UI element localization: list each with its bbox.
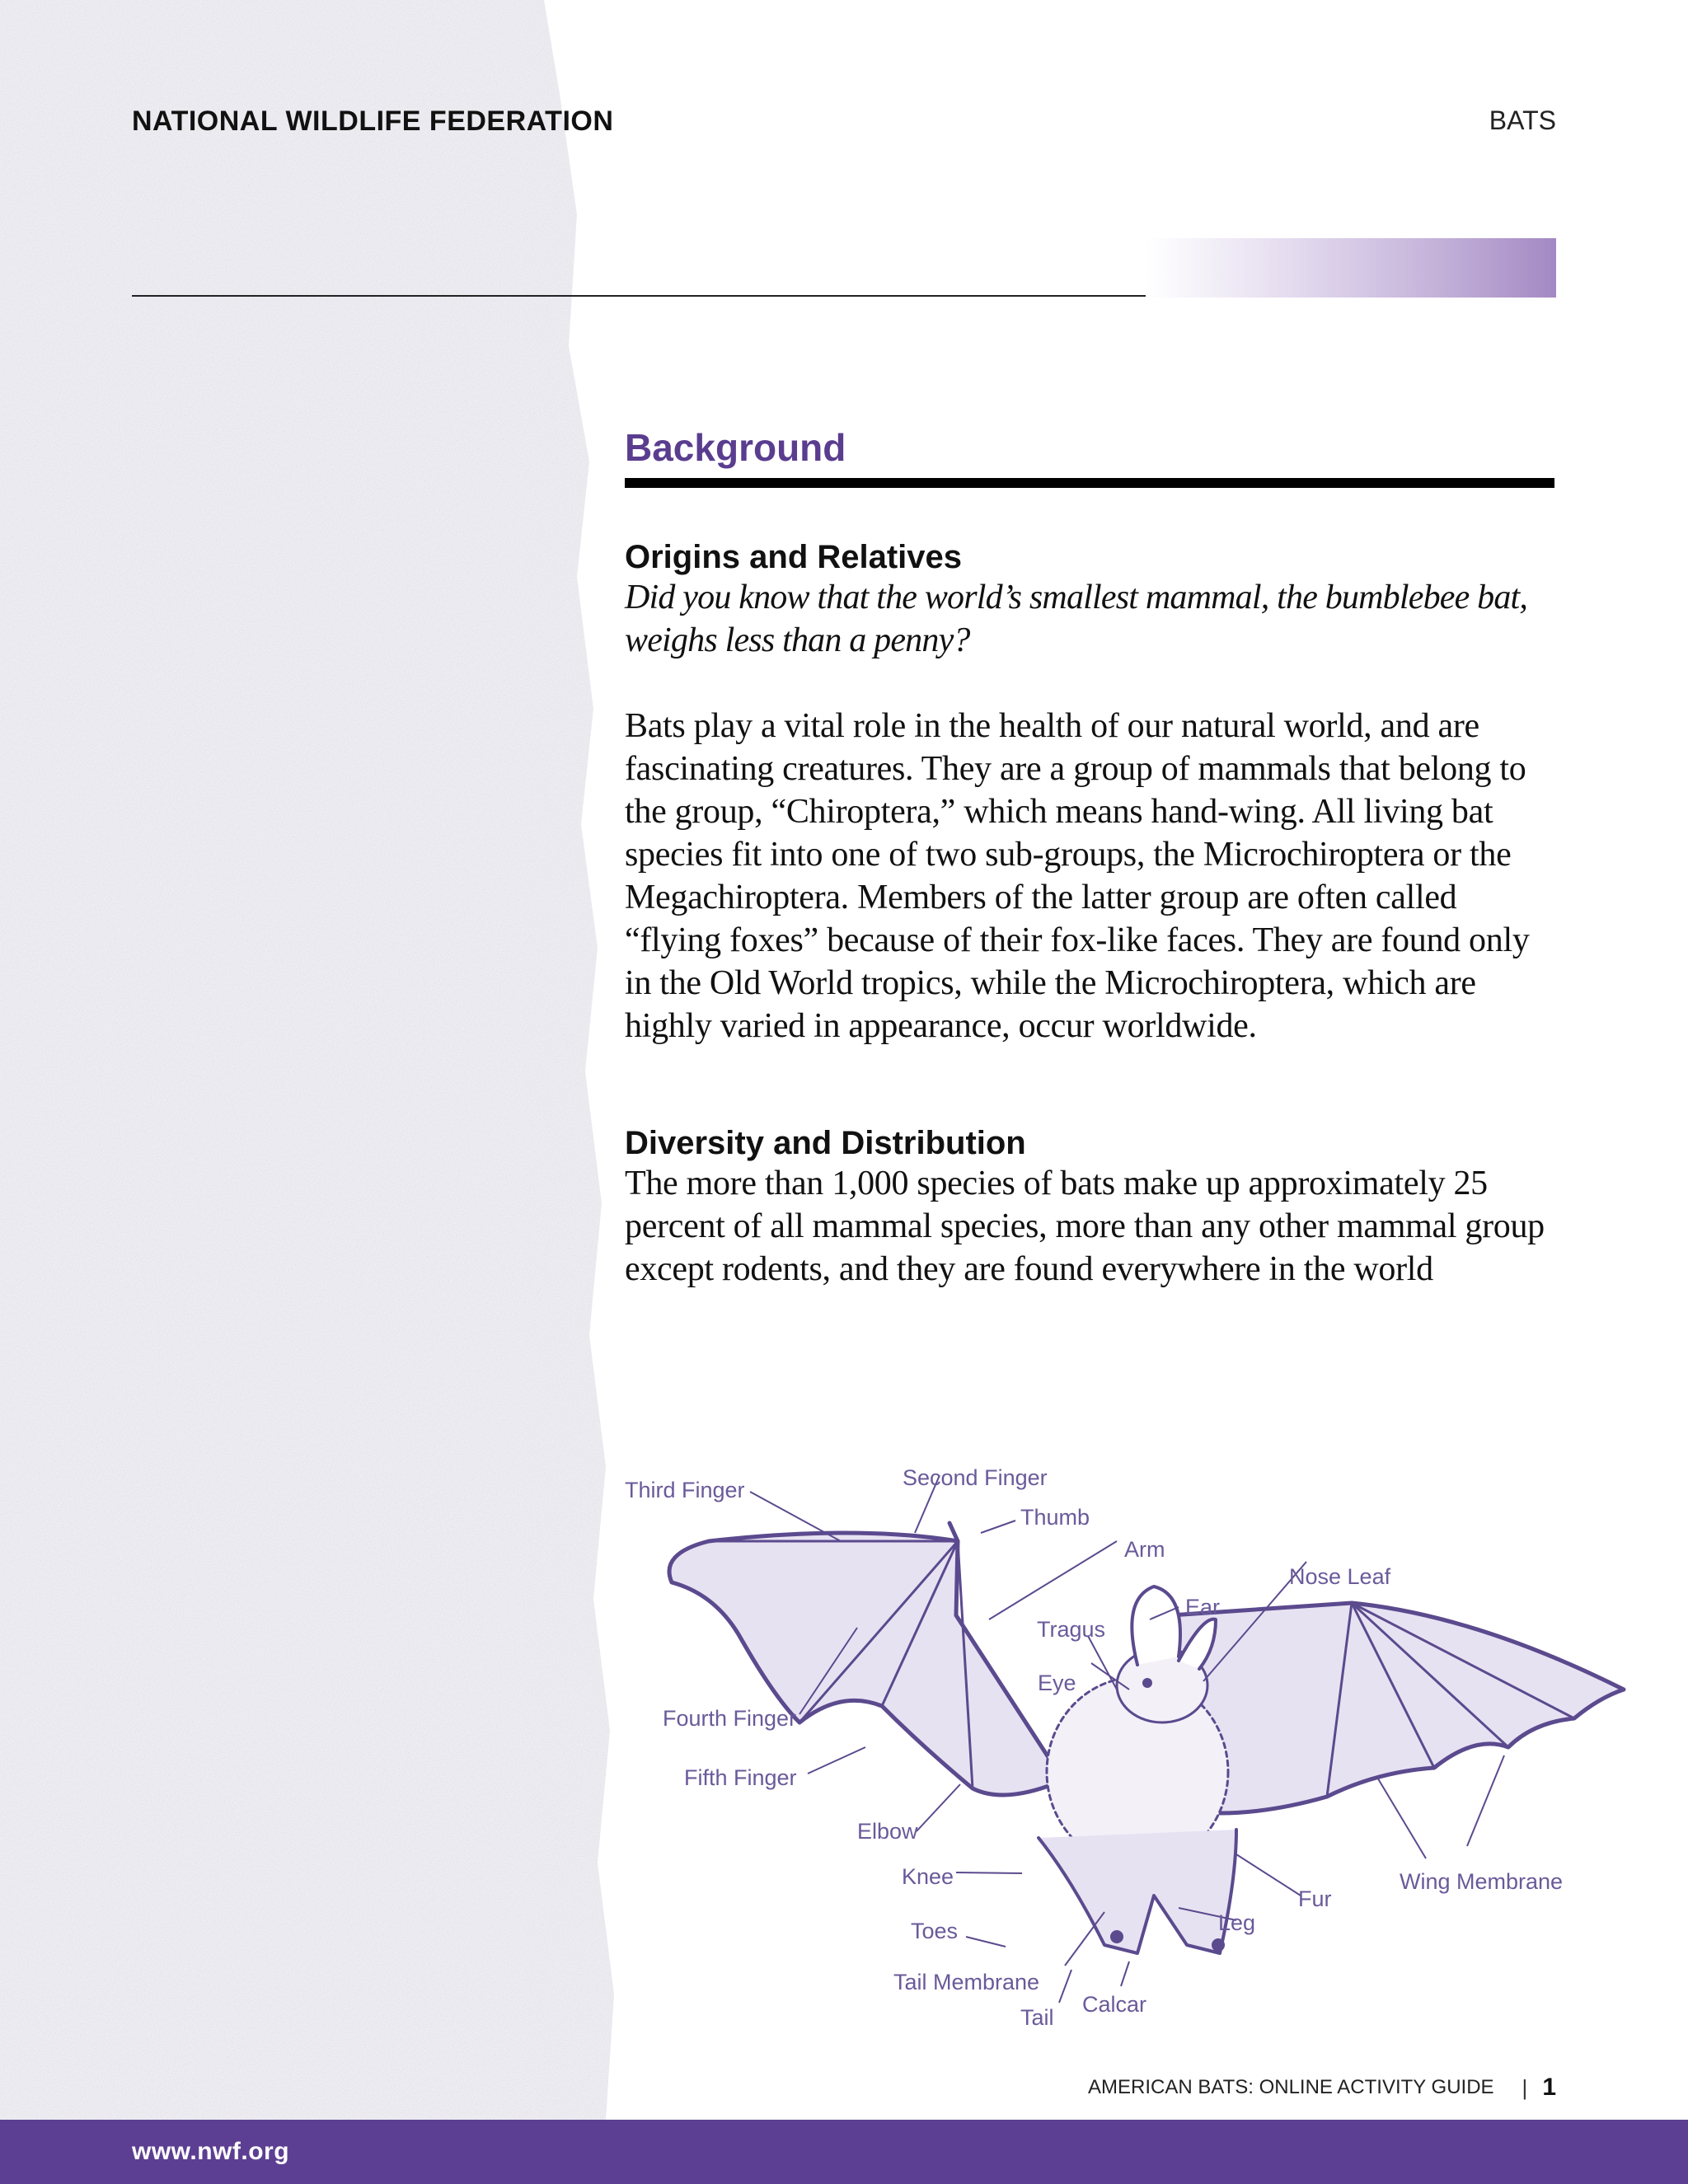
footer-separator: | (1522, 2074, 1528, 2100)
label-fur: Fur (1298, 1886, 1332, 1911)
diversity-heading: Diversity and Distribution (625, 1125, 1026, 1161)
label-fourth-finger: Fourth Finger (663, 1706, 797, 1731)
paper-texture-background (0, 0, 626, 2120)
origins-paragraph: Bats play a vital role in the health of our natural world, and are fascinating creatures. They are a group of mammals that belong to the group, “Chiroptera,” which means hand-wing. All living bat species fit into one of two sub-groups, the Microchiroptera or the Megachiroptera. Members of the latter group are often called “flying foxes” because of their fox-like faces. They are found only in the Old World tropics, while the Microchiroptera, which are highly varied in appearance, occur worldwide. (625, 707, 1530, 1045)
label-thumb: Thumb (1020, 1505, 1090, 1530)
footer-guide-title (1088, 2074, 1556, 2102)
label-second-finger: Second Finger (903, 1465, 1048, 1490)
page-number: 1 (1542, 2074, 1556, 2101)
label-fifth-finger: Fifth Finger (684, 1765, 797, 1790)
intro-line-1: Did you know that the world’s smallest mammal, the bumblebee bat, (625, 579, 1528, 616)
label-third-finger: Third Finger (625, 1478, 745, 1502)
label-knee: Knee (902, 1864, 954, 1889)
tail-membrane-shape (1039, 1830, 1236, 1953)
label-leg: Leg (1218, 1910, 1256, 1935)
footer-band (0, 2120, 1688, 2184)
label-arm: Arm (1124, 1537, 1165, 1562)
left-foot (1110, 1930, 1123, 1943)
label-tail: Tail (1020, 2005, 1054, 2030)
header-gradient-bar (1146, 238, 1556, 298)
origins-heading: Origins and Relatives (625, 539, 963, 575)
bat-anatomy-diagram (610, 1451, 1640, 2044)
diversity-paragraph: The more than 1,000 species of bats make up approximately 25 percent of all mammal species, more than any other mammal group except rodents, and they are found everywhere in the world (625, 1165, 1545, 1288)
website-link[interactable]: www.nwf.org (132, 2138, 290, 2165)
label-toes: Toes (911, 1919, 959, 1943)
intro-question (625, 576, 1554, 662)
intro-line-2: weighs less than a penny? (625, 621, 970, 659)
label-tail-membrane: Tail Membrane (893, 1970, 1040, 1994)
topic-label: BATS (1489, 105, 1556, 135)
label-tragus: Tragus (1037, 1617, 1106, 1642)
left-wing (669, 1533, 1063, 1795)
label-eye: Eye (1038, 1671, 1076, 1695)
label-wing-membrane: Wing Membrane (1400, 1869, 1564, 1894)
label-nose-leaf: Nose Leaf (1289, 1564, 1391, 1589)
section-title: Background (625, 426, 846, 469)
section-title-rule (625, 478, 1554, 488)
right-foot (1212, 1938, 1225, 1952)
eye-dot (1142, 1678, 1152, 1688)
bat-ear-left (1132, 1586, 1180, 1665)
guide-title: AMERICAN BATS: ONLINE ACTIVITY GUIDE (1088, 2076, 1494, 2098)
label-elbow: Elbow (857, 1819, 918, 1844)
label-ear: Ear (1185, 1595, 1221, 1619)
main-content (625, 425, 1554, 1291)
label-calcar: Calcar (1082, 1992, 1147, 2017)
organization-name: NATIONAL WILDLIFE FEDERATION (132, 105, 614, 137)
header-divider (132, 295, 1146, 297)
